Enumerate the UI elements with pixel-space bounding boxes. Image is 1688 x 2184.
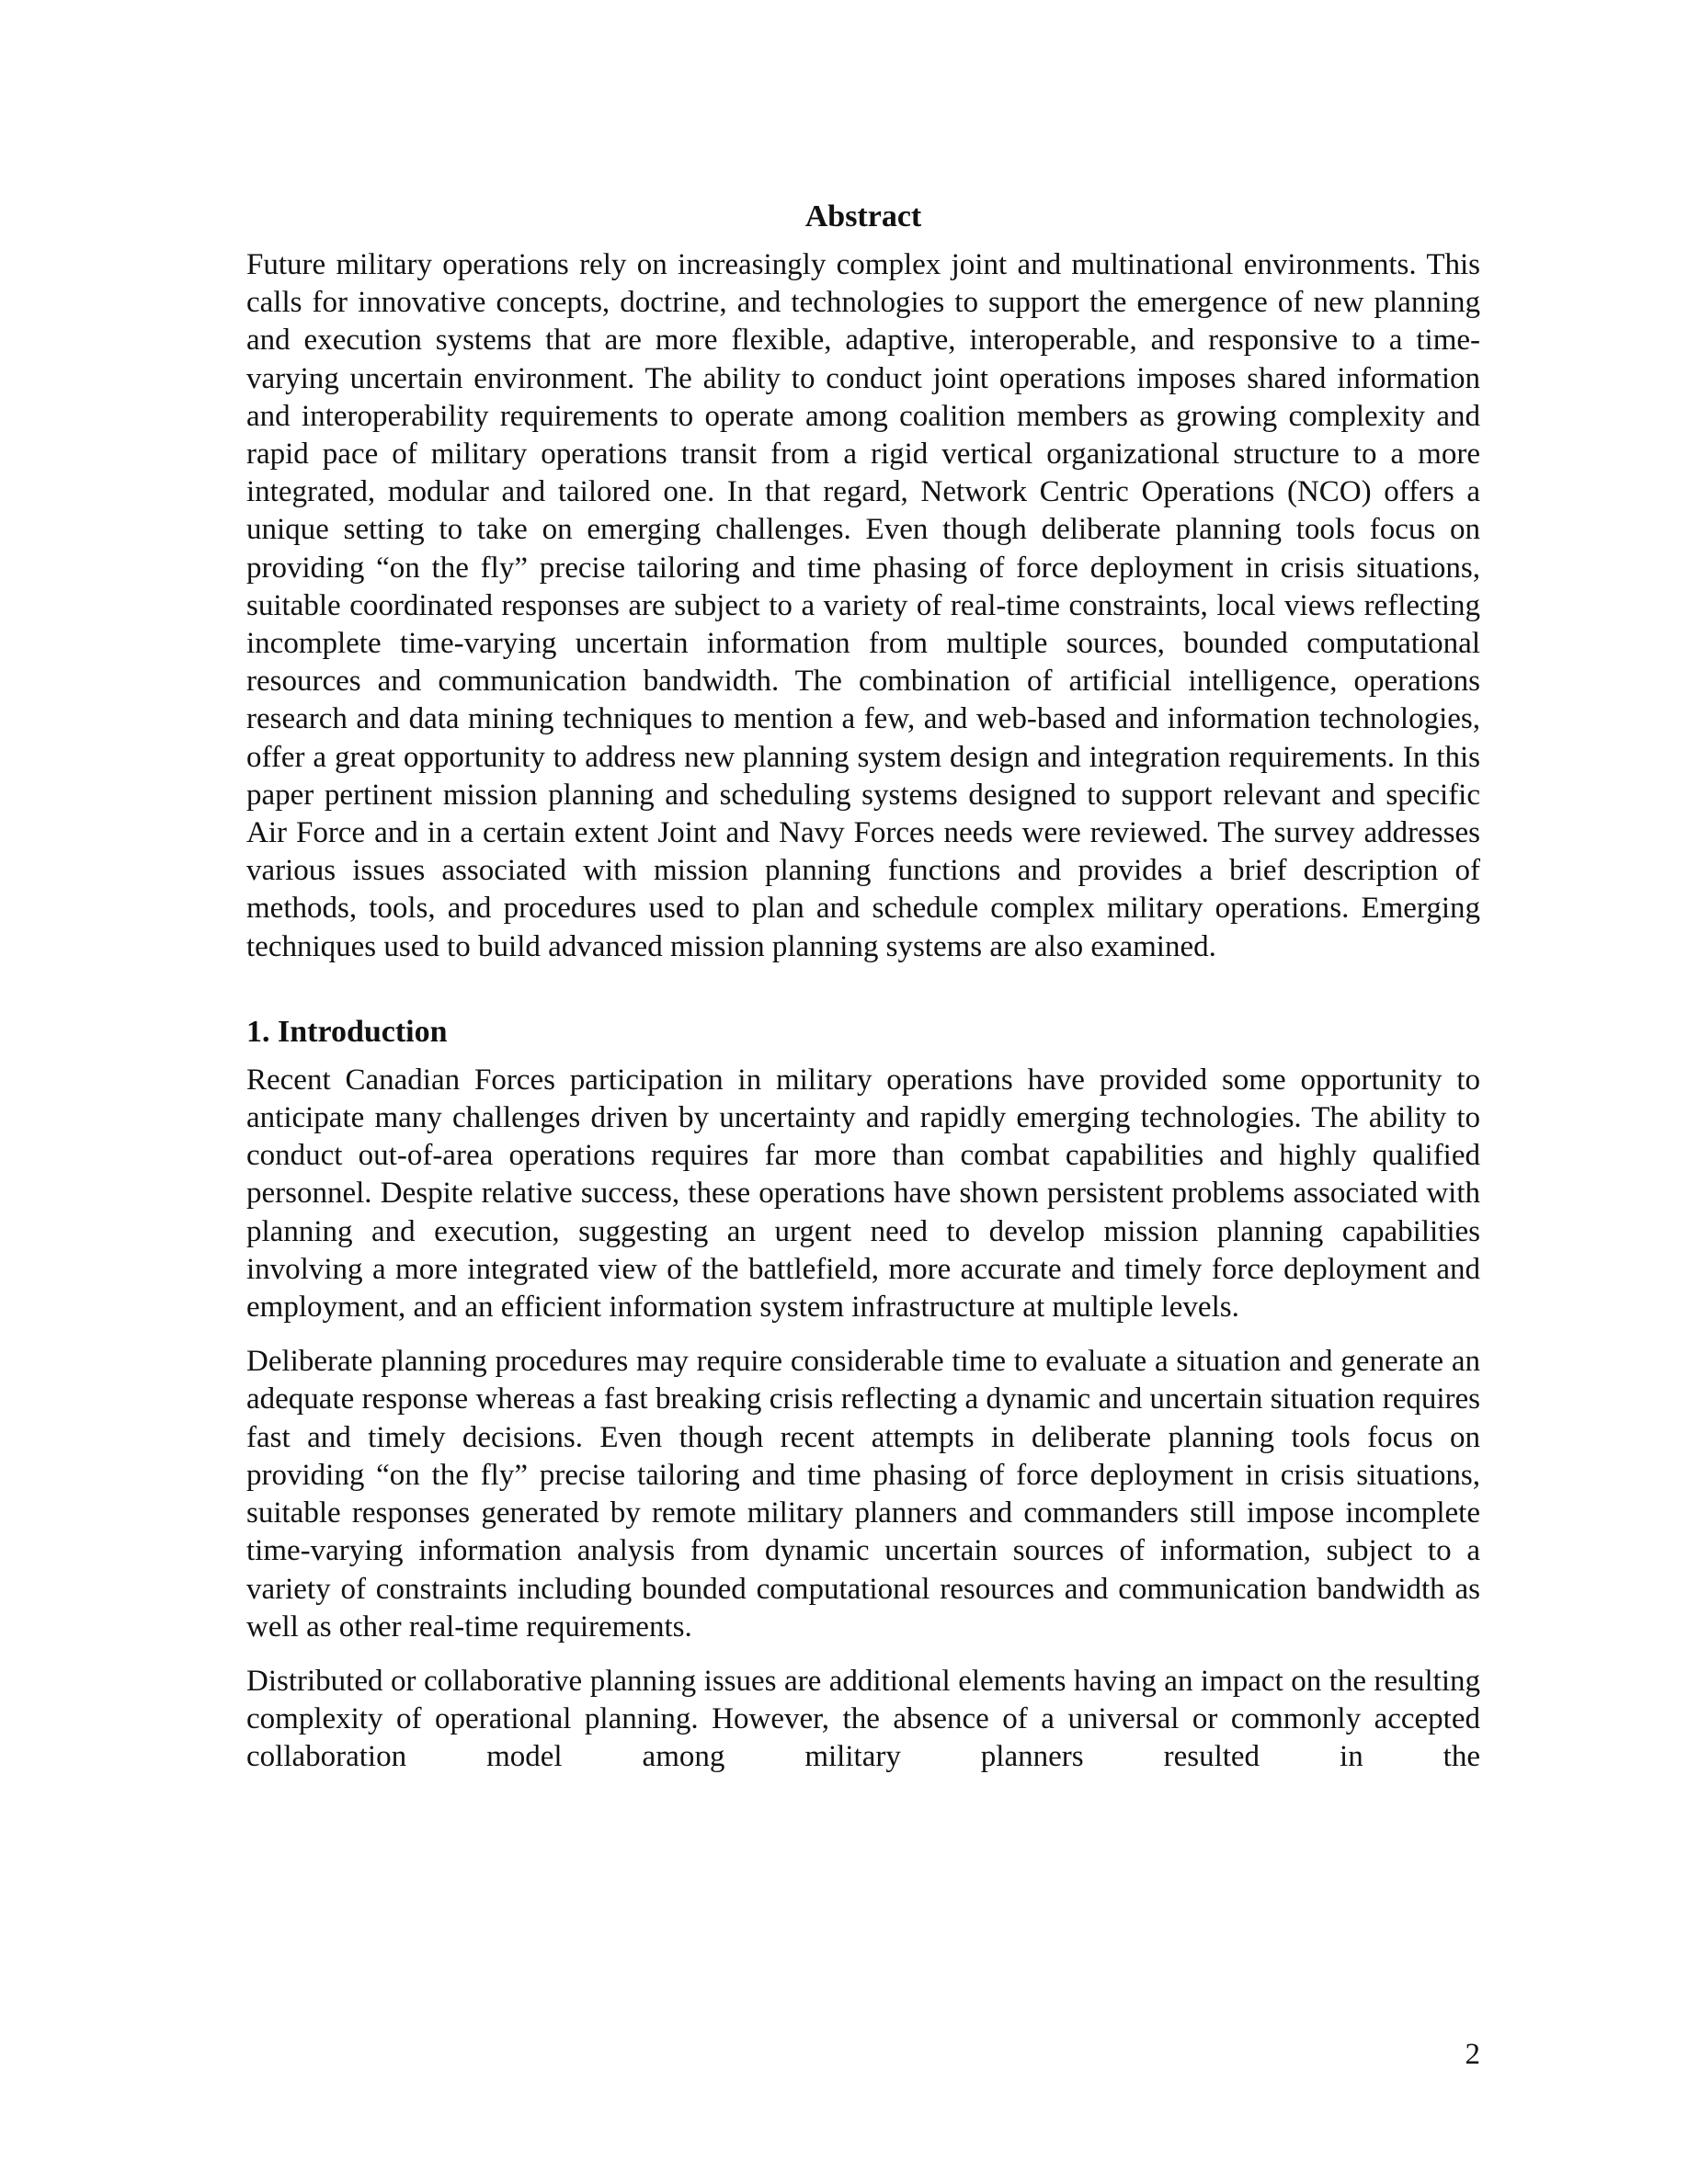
introduction-paragraph-2: Deliberate planning procedures may require considerable time to evaluate a situation and generate an adequate response whereas a fast breaking crisis reflecting a dynamic and uncertain situation requires fast and timely decisions. Even though recent attempts in deliberate planning tools focus on providing “on the fly” precise tailoring and time phasing of force deployment in crisis situations, suitable responses generated by remote military planners and commanders still impose incomplete time-varying information analysis from dynamic uncertain sources of information, subject to a variety of constraints including bounded computational resources and communication bandwidth as well as other real-time requirements. [246, 1345, 1480, 1644]
page-number: 2 [1465, 2038, 1480, 2071]
page-content [246, 197, 1480, 1777]
section-heading-introduction: 1. Introduction [246, 1014, 448, 1049]
abstract-title: Abstract [804, 199, 922, 233]
abstract-paragraph: Future military operations rely on increasingly complex joint and multinational environments. This calls for innovative concepts, doctrine, and technologies to support the emergence of new planning and execution systems that are more flexible, adaptive, interoperable, and responsive to a time-varying uncertain environment. The ability to conduct joint operations imposes shared information and interoperability requirements to operate among coalition members as growing complexity and rapid pace of military operations transit from a rigid vertical organizational structure to a more integrated, modular and tailored one. In that regard, Network Centric Operations (NCO) offers a unique setting to take on emerging challenges. Even though deliberate planning tools focus on providing “on the fly” precise tailoring and time phasing of force deployment in crisis situations, suitable coordinated responses are subject to a variety of real-time constraints, local views reflecting incomplete time-varying uncertain information from multiple sources, bounded computational resources and communication bandwidth. The combination of artificial intelligence, operations research and data mining techniques to mention a few, and web-based and information technologies, offer a great opportunity to address new planning system design and integration requirements. In this paper pertinent mission planning and scheduling systems designed to support relevant and specific Air Force and in a certain extent Joint and Navy Forces needs were reviewed. The survey addresses various issues associated with mission planning functions and provides a brief description of methods, tools, and procedures used to plan and schedule complex military operations. Emerging techniques used to build advanced mission planning systems are also examined. [246, 248, 1480, 963]
introduction-paragraph-1: Recent Canadian Forces participation in military operations have provided some opportunity to anticipate many challenges driven by uncertainty and rapidly emerging technologies. The ability to conduct out-of-area operations requires far more than combat capabilities and highly qualified personnel. Despite relative success, these operations have shown persistent problems associated with planning and execution, suggesting an urgent need to develop mission planning capabilities involving a more integrated view of the battlefield, more accurate and timely force deployment and employment, and an efficient information system infrastructure at multiple levels. [246, 1063, 1480, 1325]
introduction-paragraph-3: Distributed or collaborative planning issues are additional elements having an impact on the resulting complexity of operational planning. However, the absence of a universal or commonly accepted collaboration model among military planners resulted in the [246, 1664, 1480, 1774]
